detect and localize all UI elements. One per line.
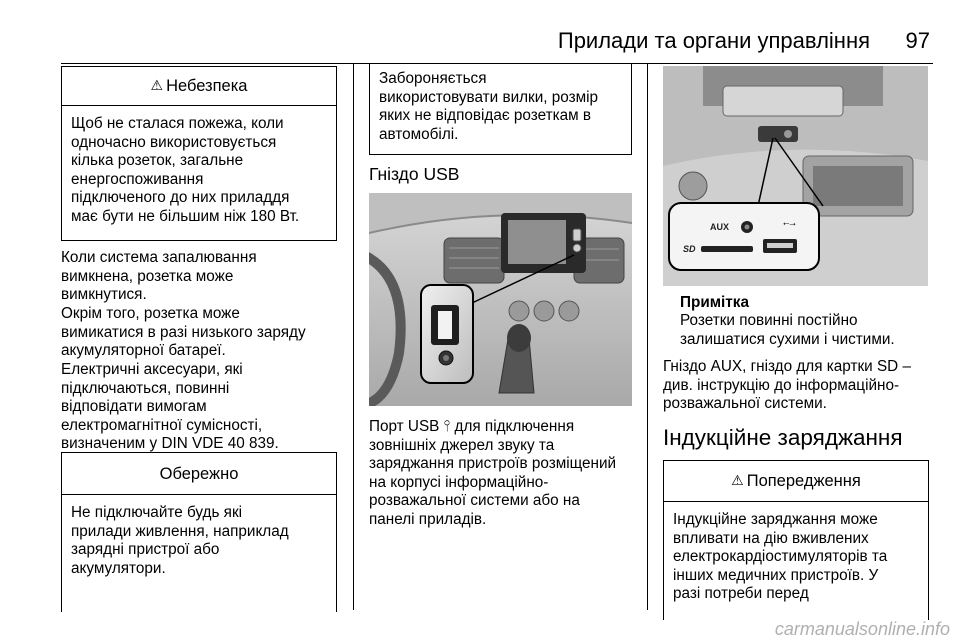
usb-heading: Гніздо USB — [369, 164, 460, 184]
aux-paragraph — [663, 358, 948, 414]
text-line: відповідати вимогам — [61, 398, 207, 416]
caution-line: прилади живлення, наприклад — [71, 522, 289, 540]
warning-box-body — [664, 502, 928, 613]
ignition-paragraph — [61, 249, 351, 305]
emc-paragraph — [61, 361, 351, 454]
caution-line: акумулятори. — [71, 559, 166, 577]
danger-box-header — [62, 67, 336, 106]
note-title: Примітка — [680, 294, 749, 311]
text-line: Коли система запалювання — [61, 249, 257, 266]
aux-label: AUX — [710, 222, 730, 232]
text-line: зовнішніх джерел звуку та — [369, 436, 555, 454]
text-line: Розетки повинні постійно — [680, 312, 858, 329]
text-line: Електричні аксесуари, які — [61, 361, 243, 378]
danger-line: має бути не більшим ніж 180 Вт. — [71, 207, 300, 225]
usb-paragraph — [369, 418, 644, 530]
text-line: електромагнітної сумісності, — [61, 416, 263, 434]
text-line: вимкнена, розетка може — [61, 267, 234, 285]
warning-line: інших медичних пристроїв. У — [673, 566, 879, 584]
danger-box-title: Небезпека — [166, 77, 248, 95]
warning-box-header — [664, 461, 928, 502]
warning-line: Індукційне заряджання може — [673, 511, 878, 528]
warning-line: разі потреби перед — [673, 585, 809, 603]
caution-box — [61, 452, 337, 612]
text-line: заряджання пристроїв розміщений — [369, 455, 617, 473]
danger-line: Щоб не сталася пожежа, коли — [71, 115, 284, 132]
forbidden-line: використовувати вилки, розмір — [379, 88, 599, 106]
page-title: Прилади та органи управління — [557, 28, 870, 53]
caution-line: зарядні пристрої або — [71, 541, 220, 559]
danger-line: підключеного до них приладдя — [71, 189, 290, 207]
caution-box-title: Обережно — [159, 465, 239, 483]
text-line: розважальної системи. — [663, 395, 827, 413]
caution-box-body — [62, 495, 336, 587]
text-line: вимикатися в разі низького заряду — [61, 323, 306, 341]
watermark: carmanualsonline.info — [774, 619, 950, 639]
forbidden-box — [369, 64, 632, 155]
text-line: вимкнутися. — [61, 286, 147, 304]
forbidden-line: автомобілі. — [379, 125, 459, 143]
aux-dashboard-illustration — [663, 66, 928, 286]
warning-triangle-icon: ⚠ — [150, 77, 164, 93]
battery-paragraph — [61, 305, 351, 361]
text-line: підключаються, повинні — [61, 379, 230, 397]
caution-box-header — [62, 453, 336, 495]
danger-box-body — [62, 106, 336, 236]
text-line: панелі приладів. — [369, 510, 487, 528]
warning-box — [663, 460, 929, 620]
svg-text:SD: SD — [683, 244, 696, 254]
forbidden-line: яких не відповідає розеткам в — [379, 107, 591, 125]
column-divider-2 — [647, 64, 648, 610]
warning-line: впливати на дію вживлених — [673, 529, 869, 547]
induction-heading: Індукційне заряджання — [663, 425, 903, 450]
text-line: акумуляторної батареї. — [61, 342, 226, 360]
text-line: залишатися сухими і чистими. — [680, 330, 895, 348]
danger-line: одночасно використовується — [71, 133, 277, 151]
danger-box — [61, 66, 337, 241]
danger-line: енергоспоживання — [71, 170, 204, 188]
warning-box-title: Попередження — [746, 472, 861, 490]
note-body — [680, 312, 940, 349]
forbidden-box-body — [370, 64, 631, 150]
text-line: Гніздо AUX, гніздо для картки SD – — [663, 358, 911, 375]
usb-dashboard-illustration — [369, 193, 632, 406]
caution-line: Не підключайте будь які — [71, 504, 243, 521]
usb-port-figure — [369, 193, 632, 406]
warning-line: електрокардіостимуляторів та — [673, 548, 888, 566]
text-line: визначеним у DIN VDE 40 839. — [61, 435, 279, 453]
forbidden-line: Забороняється — [379, 70, 487, 87]
text-line: на корпусі інформаційно- — [369, 473, 549, 491]
usb-symbol-label: ⭠⭢ — [783, 219, 796, 228]
danger-line: кілька розеток, загальне — [71, 152, 244, 170]
page-number: 97 — [905, 28, 930, 53]
text-line: Порт USB ⫯ для підключення — [369, 418, 575, 435]
warning-triangle-icon: ⚠ — [731, 472, 744, 488]
text-line: Окрім того, розетка може — [61, 305, 240, 322]
text-line: розважальної системи або на — [369, 492, 580, 510]
column-divider-1 — [353, 64, 354, 610]
aux-port-figure — [663, 66, 928, 286]
text-line: див. інструкцію до інформаційно- — [663, 376, 900, 394]
